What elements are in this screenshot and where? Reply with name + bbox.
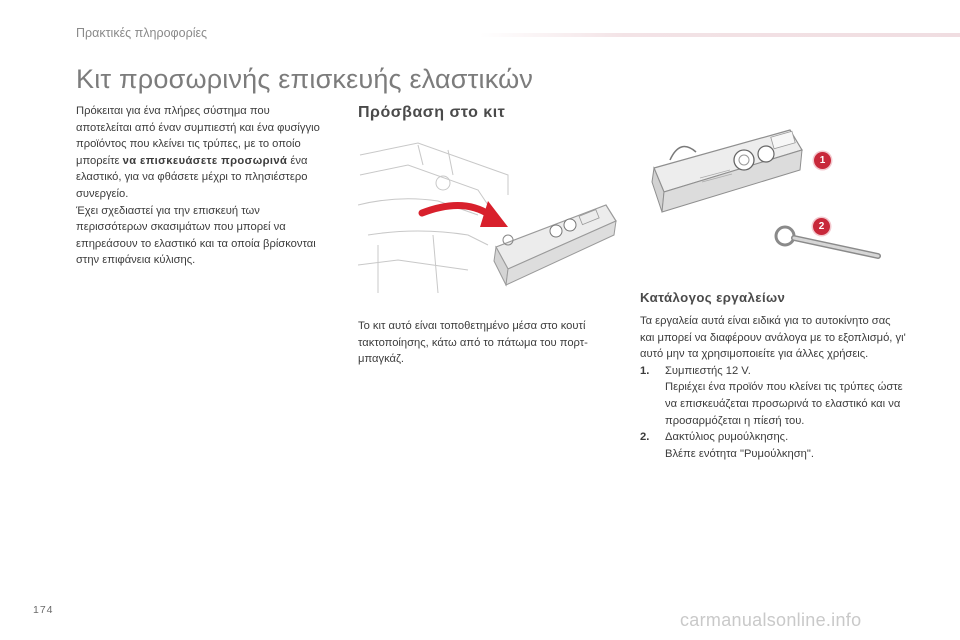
intro-text-3: Έχει σχεδιαστεί για την επισκευή των περισσότερων σκασιμάτων που μπορεί να επηρεάσουν το ελαστικό και τα οποία βρίσκονται στην επιφάνεια κύλισης. <box>76 204 316 267</box>
kit-location-caption: Το κιτ αυτό είναι τοποθετημένο μέσα στο κουτί τακτοποίησης, κάτω από το πάτωμα του πορτ-μπαγκάζ. <box>358 320 588 366</box>
page-number: 174 <box>33 604 54 616</box>
catalog-body <box>640 313 908 462</box>
list-item-number: 2. <box>640 431 650 444</box>
section-label: Πρακτικές πληροφορίες <box>76 26 208 40</box>
watermark: carmanualsonline.info <box>680 610 862 630</box>
page-title: Κιτ προσωρινής επισκευής ελαστικών <box>76 64 534 94</box>
intro-paragraph <box>76 103 326 269</box>
trunk-illustration <box>358 135 620 295</box>
intro-text-1: Πρόκειται για ένα πλήρες σύστημα που αποτελείται από έναν συμπιεστή και ένα φυσίγγιο προϊόντος που κλείνει τις τρύπες, με το οποίο μπορείτε <box>76 105 320 167</box>
tools-illustration <box>640 118 890 278</box>
list-item <box>640 363 908 429</box>
list-item-number: 1. <box>640 364 650 377</box>
kit-box-small <box>494 205 616 285</box>
catalog-heading: Κατάλογος εργαλείων <box>640 290 786 305</box>
header-accent-line <box>480 33 960 37</box>
callout-2-badge: 2 <box>813 218 830 235</box>
list-item-desc: Περιέχει ένα προϊόν που κλείνει τις τρύπες ώστε να επισκευάζεται προσωρινά το ελαστικό και να προσαρμόζεται η πίεσή του. <box>665 381 903 427</box>
list-item-title: Δακτύλιος ρυμούλκησης. <box>665 431 789 444</box>
access-heading: Πρόσβαση στο κιτ <box>358 104 506 121</box>
tools-list <box>640 363 908 463</box>
intro-text-2: ένα ελαστικό, για να φθάσετε μέχρι το πλησιέστερο συνεργείο. <box>76 154 308 200</box>
compressor-kit <box>652 130 802 212</box>
list-item-desc: Βλέπε ενότητα "Ρυμούλκηση". <box>665 447 814 460</box>
intro-bold: να επισκευάσετε προσωρινά <box>122 154 288 167</box>
catalog-intro: Τα εργαλεία αυτά είναι ειδικά για το αυτοκίνητο σας και μπορεί να διαφέρουν ανάλογα με το εξοπλισμό, γι' αυτό μην τα χρησιμοποιείτε για άλλες χρήσεις. <box>640 315 906 361</box>
callout-1-badge: 1 <box>814 152 831 169</box>
list-item <box>640 429 908 462</box>
list-item-title: Συμπιεστής 12 V. <box>665 364 751 377</box>
red-arrow <box>422 205 490 215</box>
